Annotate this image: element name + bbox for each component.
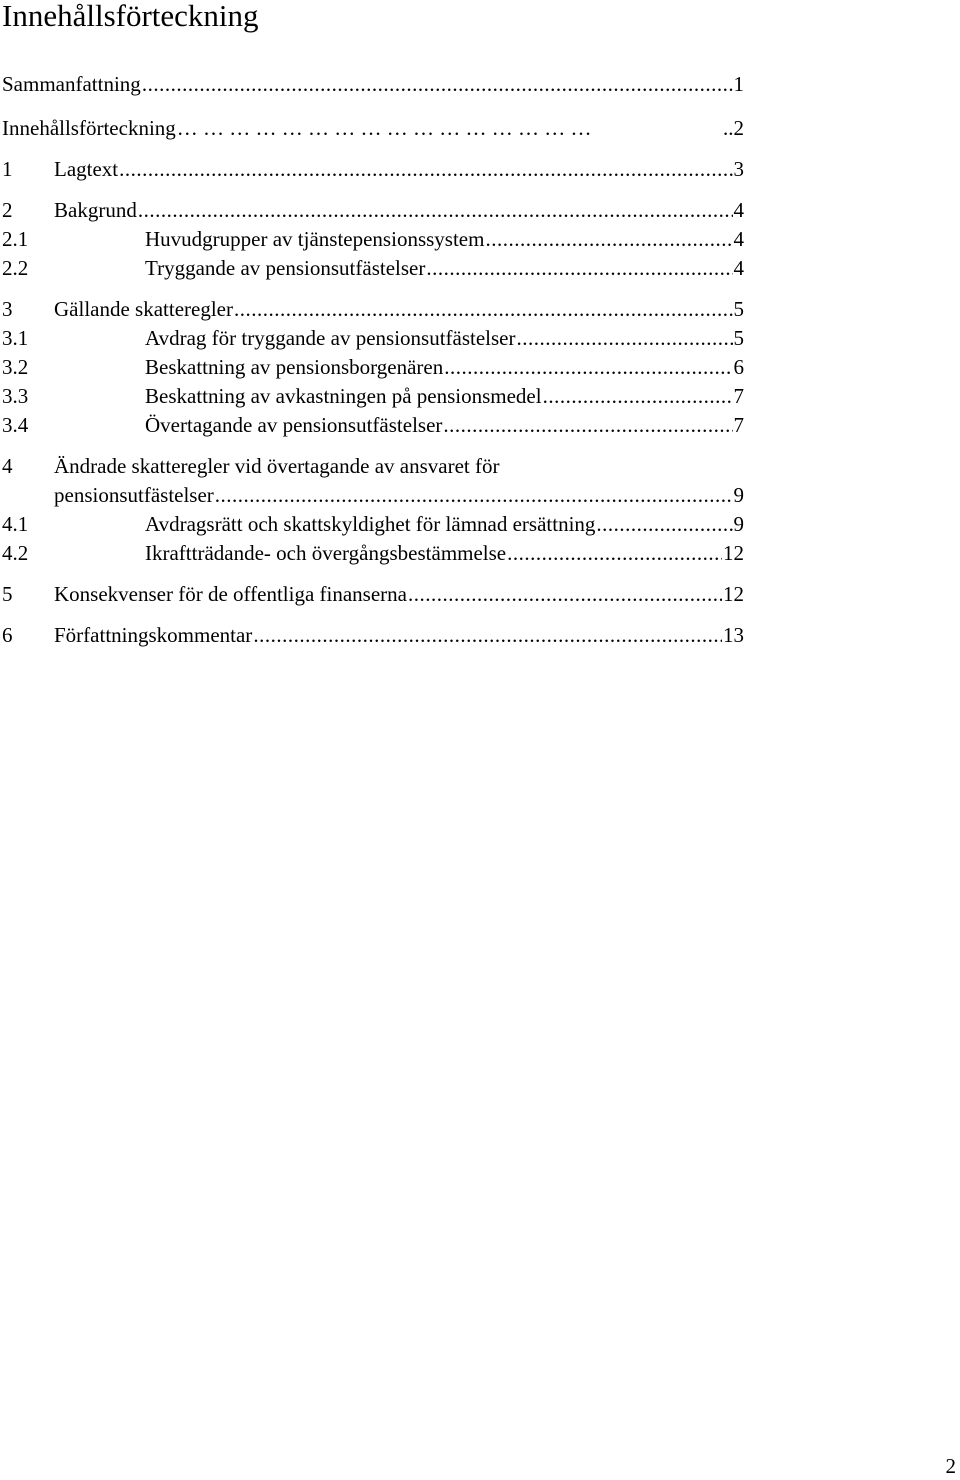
dot-leader bbox=[119, 155, 732, 183]
toc-entry-3[interactable] bbox=[2, 295, 744, 323]
toc-entry-page: 6 bbox=[733, 355, 744, 379]
toc-entry-row bbox=[54, 155, 744, 183]
dot-leader bbox=[142, 70, 733, 98]
toc-entry-label: Gällande skatteregler bbox=[54, 297, 233, 321]
toc-entry-row bbox=[145, 324, 744, 352]
toc-entry-number: 3.3 bbox=[2, 384, 29, 408]
toc-entry-5[interactable] bbox=[2, 580, 744, 608]
dot-leader bbox=[234, 295, 733, 323]
toc-entry-page: 5 bbox=[733, 297, 744, 321]
toc-entry-label: Huvudgrupper av tjänstepensionssystem bbox=[145, 227, 485, 251]
toc-entry-label: Beskattning av avkastningen på pensionsmedel bbox=[145, 384, 542, 408]
dot-leader bbox=[138, 196, 733, 224]
dot-leader bbox=[253, 621, 722, 649]
toc-entry-3-4[interactable] bbox=[2, 411, 744, 439]
toc-entry-page: 4 bbox=[733, 256, 744, 280]
toc-entry-number: 4.2 bbox=[2, 541, 29, 565]
dot-leader bbox=[485, 225, 732, 253]
toc-entry-4-1[interactable] bbox=[2, 510, 744, 538]
toc-entry-number: 2.2 bbox=[2, 256, 29, 280]
toc-entry-page: 5 bbox=[733, 326, 744, 350]
dot-leader bbox=[517, 324, 733, 352]
toc-entry-row bbox=[145, 510, 744, 538]
dot-leader bbox=[543, 382, 733, 410]
toc-entry-2-1[interactable] bbox=[2, 225, 744, 253]
toc-entry-label: Avdrag för tryggande av pensionsutfästelser bbox=[145, 326, 516, 350]
toc-entry-page: 7 bbox=[733, 384, 744, 408]
toc-entry-row bbox=[145, 225, 744, 253]
toc-entry-page: 12 bbox=[723, 582, 744, 606]
toc-entry-row bbox=[145, 254, 744, 282]
toc-entry-row bbox=[54, 580, 744, 608]
toc-entry-label: Bakgrund bbox=[54, 198, 137, 222]
toc-entry-sammanfattning[interactable] bbox=[2, 70, 744, 98]
toc-entry-page: 1 bbox=[733, 72, 744, 96]
page-number: 2 bbox=[945, 1454, 956, 1478]
toc-entry-label: Ändrade skatteregler vid övertagande av ansvaret för bbox=[54, 454, 500, 478]
toc-entry-row bbox=[145, 353, 744, 381]
toc-entry-innehallsforteckning[interactable] bbox=[2, 114, 744, 142]
toc-entry-page: 13 bbox=[723, 623, 744, 647]
toc-entry-page: 7 bbox=[733, 413, 744, 437]
toc-entry-2-2[interactable] bbox=[2, 254, 744, 282]
toc-entry-label: Ikraftträdande- och övergångsbestämmelse bbox=[145, 541, 507, 565]
toc-entry-page: 9 bbox=[733, 512, 744, 536]
toc-entry-row bbox=[54, 196, 744, 224]
toc-entry-row bbox=[54, 621, 744, 649]
toc-entry-4-2[interactable] bbox=[2, 539, 744, 567]
toc-entry-label: Författningskommentar bbox=[54, 623, 253, 647]
ellipsis-leader bbox=[177, 114, 722, 142]
toc-entry-label: Innehållsförteckning bbox=[2, 116, 176, 140]
dot-leader bbox=[408, 580, 722, 608]
toc-entry-row bbox=[2, 114, 744, 142]
toc-entry-number: 3.4 bbox=[2, 413, 29, 437]
dot-leader bbox=[215, 481, 733, 509]
dot-leader bbox=[443, 411, 732, 439]
dot-leader bbox=[507, 539, 722, 567]
toc-entry-4[interactable] bbox=[2, 452, 744, 480]
toc-entry-number: 4 bbox=[2, 454, 13, 478]
toc-entry-3-1[interactable] bbox=[2, 324, 744, 352]
dot-leader bbox=[426, 254, 732, 282]
toc-entry-number: 1 bbox=[2, 157, 13, 181]
toc-entry-1[interactable] bbox=[2, 155, 744, 183]
toc-entry-label: Beskattning av pensionsborgenären bbox=[145, 355, 444, 379]
toc-entry-row bbox=[145, 382, 744, 410]
toc-entry-page: 4 bbox=[733, 227, 744, 251]
toc-entry-number: 2 bbox=[2, 198, 13, 222]
toc-entry-row bbox=[54, 295, 744, 323]
toc-entry-3-3[interactable] bbox=[2, 382, 744, 410]
toc-entry-label: Tryggande av pensionsutfästelser bbox=[145, 256, 426, 280]
toc-entry-label: Sammanfattning bbox=[2, 72, 141, 96]
toc-entry-label: Konsekvenser för de offentliga finanserna bbox=[54, 582, 407, 606]
toc-entry-number: 3.1 bbox=[2, 326, 29, 350]
toc-entry-page: 3 bbox=[733, 157, 744, 181]
toc-entry-row bbox=[2, 70, 744, 98]
toc-entry-label: Lagtext bbox=[54, 157, 119, 181]
toc-entry-page: ..2 bbox=[723, 116, 744, 140]
page-title: Innehållsförteckning bbox=[2, 0, 259, 33]
toc-entry-number: 5 bbox=[2, 582, 13, 606]
toc-entry-number: 2.1 bbox=[2, 227, 29, 251]
toc-entry-number: 4.1 bbox=[2, 512, 29, 536]
toc-entry-page: 9 bbox=[733, 483, 744, 507]
toc-entry-row bbox=[54, 481, 744, 509]
toc-entry-number: 3.2 bbox=[2, 355, 29, 379]
toc-entry-number: 3 bbox=[2, 297, 13, 321]
toc-entry-number: 6 bbox=[2, 623, 13, 647]
toc-entry-page: 12 bbox=[723, 541, 744, 565]
toc-entry-row bbox=[145, 539, 744, 567]
toc-entry-label-continuation: pensionsutfästelser bbox=[54, 483, 214, 507]
toc-entry-3-2[interactable] bbox=[2, 353, 744, 381]
toc-entry-label: Övertagande av pensionsutfästelser bbox=[145, 413, 443, 437]
toc-entry-row bbox=[145, 411, 744, 439]
toc-entry-label: Avdragsrätt och skattskyldighet för lämnad ersättning bbox=[145, 512, 596, 536]
toc-entry-6[interactable] bbox=[2, 621, 744, 649]
dot-leader bbox=[596, 510, 732, 538]
toc-entry-page: 4 bbox=[733, 198, 744, 222]
toc-entry-4-continuation[interactable] bbox=[2, 481, 744, 509]
toc-entry-row bbox=[54, 452, 744, 480]
toc-entry-2[interactable] bbox=[2, 196, 744, 224]
dot-leader bbox=[444, 353, 732, 381]
